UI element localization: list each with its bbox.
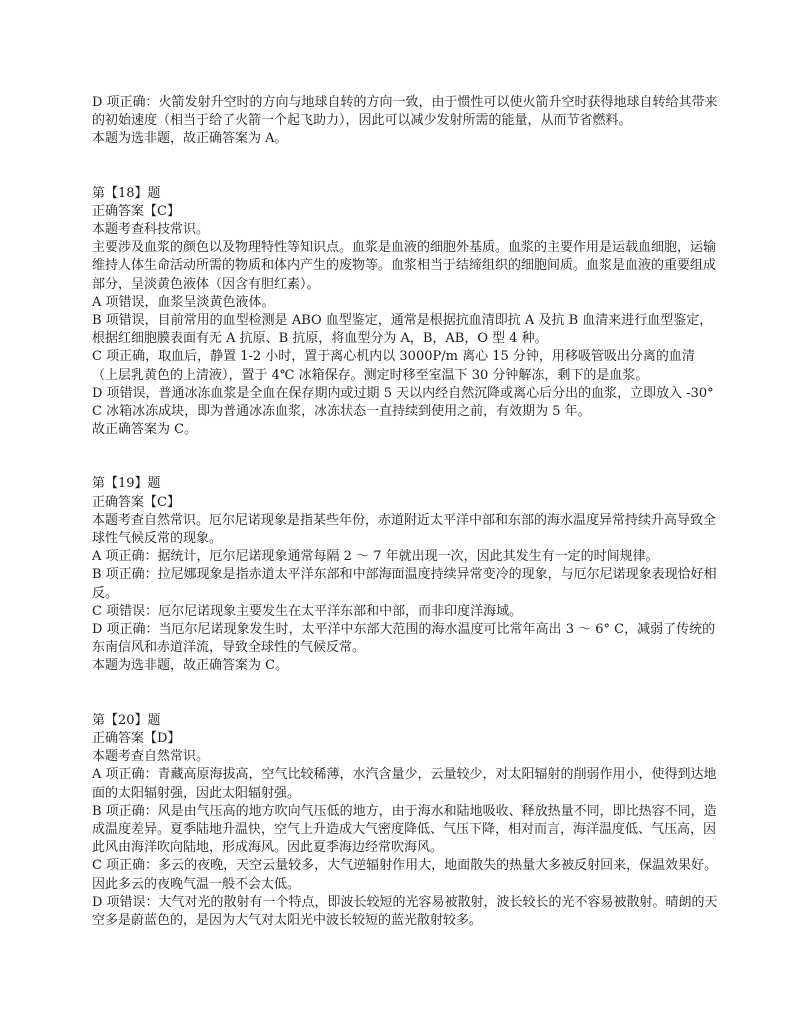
explanation-line: A 项正确：据统计，厄尔尼诺现象通常每隔 2 ～ 7 年就出现一次，因此其发生有一定的时间规律。 xyxy=(92,549,659,565)
intro-line: D 项正确：火箭发射升空时的方向与地球自转的方向一致，由于惯性可以使火箭升空时获得地球自转给其带来的初始速度（相当于给了火箭一个起飞助力），因此可以减少发射所需的能量，从而节省燃料。 xyxy=(92,95,718,129)
explanation-line: A 项错误，血浆呈淡黄色液体。 xyxy=(92,294,275,310)
explanation-line: D 项错误，普通冰冻血浆是全血在保存期内或过期 5 天以内经自然沉降或离心后分出的血浆，立即放入 -30° C 冰箱冰冻成块，即为普通冰冻血浆，冰冻状态一直持续到使用之前，有效期为 5 年。 xyxy=(92,385,714,420)
explanation-line: 主要涉及血浆的颜色以及物理特性等知识点。血浆是血液的细胞外基质。血浆的主要作用是运载血细胞，运输维持人体生命活动所需的物质和体内产生的废物等。血浆相当于结缔组织的细胞间质。血浆是血液的重要组成部分，呈淡黄色液体（因含有胆红素）。 xyxy=(92,240,717,292)
explanation-line: B 项正确：风是由气压高的地方吹向气压低的地方，由于海水和陆地吸收、释放热量不同，即比热容不同，造成温度差异。夏季陆地升温快，空气上升造成大气密度降低、气压下降，相对而言，海洋温度低、气压高，因此风由海洋吹向陆地，形成海风。因此夏季海边经常吹海风。 xyxy=(92,803,717,856)
explanation-line: C 项错误：厄尔尼诺现象主要发生在太平洋东部和中部，而非印度洋海域。 xyxy=(92,603,523,619)
explanation-line: A 项正确：青藏高原海拔高，空气比较稀薄，水汽含量少，云量较少，对太阳辐射的削弱作用小，使得到达地面的太阳辐射强，因此太阳辐射强。 xyxy=(92,767,717,801)
document-page xyxy=(92,94,718,930)
explanation-line: 本题考查科技常识。 xyxy=(92,222,210,238)
explanation-line: 本题为选非题，故正确答案为 C。 xyxy=(92,658,289,674)
correct-answer: 正确答案【C】 xyxy=(92,203,180,219)
question-19-section xyxy=(92,475,718,675)
question-heading: 第【20】题 xyxy=(92,712,161,728)
intro-section xyxy=(92,94,718,149)
explanation-line: 本题考查自然常识。厄尔尼诺现象是指某些年份，赤道附近太平洋中部和东部的海水温度异常持续升高导致全球性气候反常的现象。 xyxy=(92,512,717,547)
explanation-line: C 项正确，取血后，静置 1-2 小时，置于离心机内以 3000P/m 离心 15 分钟，用移吸管吸出分离的血清（上层乳黄色的上清液），置于 4℃ 冰箱保存。测定时移至室温下 30 分钟解冻，剩下的是血浆。 xyxy=(92,349,695,383)
explanation-line: B 项正确：拉尼娜现象是指赤道太平洋东部和中部海面温度持续异常变冷的现象，与厄尔尼诺现象表现恰好相反。 xyxy=(92,567,717,601)
explanation-line: 故正确答案为 C。 xyxy=(92,422,198,438)
intro-line: 本题为选非题，故正确答案为 A。 xyxy=(92,131,288,147)
correct-answer: 正确答案【C】 xyxy=(92,494,180,510)
question-heading: 第【18】题 xyxy=(92,185,161,201)
explanation-line: C 项正确：多云的夜晚，天空云量较多，大气逆辐射作用大，地面散失的热量大多被反射回来，保温效果好。因此多云的夜晚气温一般不会太低。 xyxy=(92,858,718,892)
question-20-section xyxy=(92,712,718,930)
question-heading: 第【19】题 xyxy=(92,476,161,492)
correct-answer: 正确答案【D】 xyxy=(92,730,181,746)
explanation-line: B 项错误，目前常用的血型检测是 ABO 血型鉴定，通常是根据抗血清即抗 A 及抗 B 血清来进行血型鉴定，根据红细胞膜表面有无 A 抗原、B 抗原，将血型分为 A，B，AB，O 型 4 种。 xyxy=(92,313,713,347)
explanation-line: D 项正确：当厄尔尼诺现象发生时，太平洋中东部大范围的海水温度可比常年高出 3 ～ 6° C，减弱了传统的东南信风和赤道洋流，导致全球性的气候反常。 xyxy=(92,622,716,656)
explanation-line: 本题考查自然常识。 xyxy=(92,749,210,765)
explanation-line: D 项错误：大气对光的散射有一个特点，即波长较短的光容易被散射，波长较长的光不容易被散射。晴朗的天空多是蔚蓝色的，是因为大气对太阳光中波长较短的蓝光散射较多。 xyxy=(92,894,718,928)
question-18-section xyxy=(92,185,718,440)
